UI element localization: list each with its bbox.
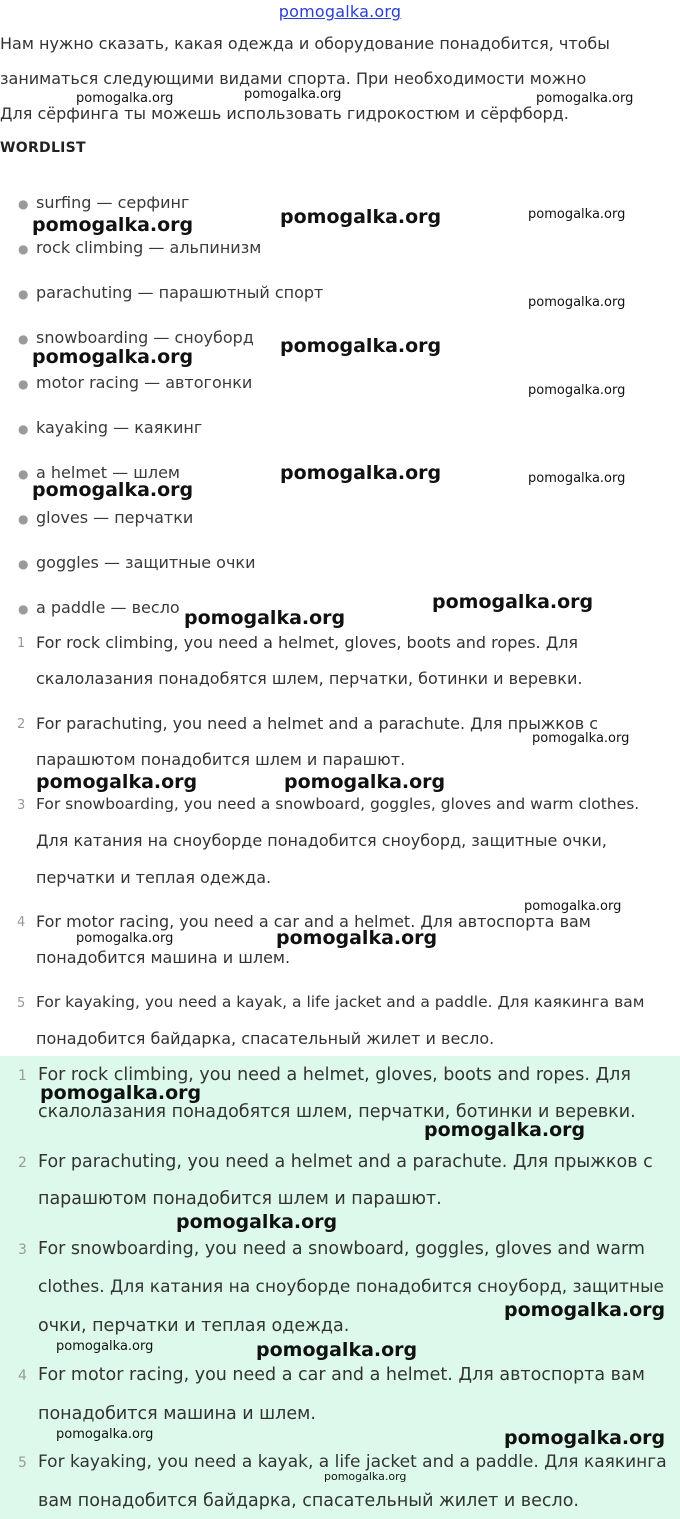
wordlist-heading: WORDLIST: [0, 140, 86, 156]
bullet-icon: ●: [18, 332, 29, 346]
answer-number: 2: [17, 717, 26, 732]
wordlist-item: ● surfing — серфинг: [18, 193, 190, 212]
watermark: pomogalka.org: [276, 927, 438, 949]
answer-line: понадобится машина и шлем.: [36, 948, 291, 967]
wordlist-item: ● snowboarding — сноуборд: [18, 328, 254, 347]
answer-line: clothes. Для катания на сноуборде понадобится сноуборд, защитные: [38, 1277, 664, 1297]
watermark: pomogalka.org: [32, 214, 194, 236]
watermark: pomogalka.org: [528, 471, 626, 486]
answer-line: парашютом понадобится шлем и парашют.: [38, 1189, 442, 1209]
answer-line: For parachuting, you need a helmet and a parachute. Для прыжков с: [38, 1152, 653, 1172]
watermark: pomogalka.org: [284, 771, 446, 793]
answer-line: For motor racing, you need a car and a helmet. Для автоспорта вам: [38, 1365, 645, 1385]
wordlist-item: ● motor racing — автогонки: [18, 373, 253, 392]
watermark: pomogalka.org: [36, 771, 198, 793]
answer-number: 4: [17, 915, 26, 930]
watermark: pomogalka.org: [280, 335, 442, 357]
watermark: pomogalka.org: [184, 607, 346, 629]
watermark: pomogalka.org: [56, 1339, 154, 1354]
answer-line: For kayaking, you need a kayak, a life jacket and a paddle. Для каякинга вам: [36, 993, 645, 1011]
answer-line: For motor racing, you need a car and a helmet. Для автоспорта вам: [36, 912, 591, 931]
answer-number: 1: [17, 636, 26, 651]
bullet-icon: ●: [18, 197, 29, 211]
watermark: pomogalka.org: [532, 731, 630, 746]
answer-line: парашютом понадобится шлем и парашют.: [36, 750, 406, 769]
watermark: pomogalka.org: [524, 899, 622, 914]
answer-line: For snowboarding, you need a snowboard, goggles, gloves and warm: [38, 1239, 645, 1259]
answer-line: скалолазания понадобятся шлем, перчатки, ботинки и веревки.: [38, 1102, 636, 1122]
wordlist-item: ● kayaking — каякинг: [18, 418, 203, 437]
wordlist-item: ● goggles — защитные очки: [18, 553, 256, 572]
watermark: pomogalka.org: [324, 1470, 407, 1483]
answer-line: Для катания на сноуборде понадобится сноуборд, защитные очки,: [36, 831, 607, 850]
watermark: pomogalka.org: [528, 295, 626, 310]
watermark: pomogalka.org: [528, 207, 626, 222]
watermark: pomogalka.org: [280, 206, 442, 228]
answer-number: 1: [18, 1068, 27, 1084]
bullet-icon: ●: [18, 377, 29, 391]
wordlist-item: ● rock climbing — альпинизм: [18, 238, 262, 257]
answer-number: 5: [17, 996, 26, 1011]
watermark: pomogalka.org: [76, 931, 174, 946]
answer-number: 4: [18, 1368, 27, 1384]
watermark: pomogalka.org: [432, 591, 594, 613]
answer-line: очки, перчатки и теплая одежда.: [38, 1316, 350, 1336]
bullet-icon: ●: [18, 512, 29, 526]
bullet-icon: ●: [18, 602, 29, 616]
answer-line: For rock climbing, you need a helmet, gloves, boots and ropes. Для: [36, 633, 579, 652]
intro-line-1: Нам нужно сказать, какая одежда и оборудование понадобится, чтобы: [0, 34, 610, 53]
answer-number: 5: [18, 1455, 27, 1471]
bullet-icon: ●: [18, 467, 29, 481]
intro-line-2: заниматься следующими видами спорта. При необходимости можно: [0, 69, 587, 88]
watermark: pomogalka.org: [280, 462, 442, 484]
watermark: pomogalka.org: [56, 1427, 154, 1442]
watermark: pomogalka.org: [536, 91, 634, 106]
intro-line-3: Для сёрфинга ты можешь использовать гидрокостюм и сёрфборд.: [0, 104, 569, 123]
answer-line: For rock climbing, you need a helmet, gloves, boots and ropes. Для: [38, 1065, 631, 1085]
watermark: pomogalka.org: [76, 91, 174, 106]
wordlist-item: ● parachuting — парашютный спорт: [18, 283, 324, 302]
answer-line: For snowboarding, you need a snowboard, goggles, gloves and warm clothes.: [36, 795, 640, 813]
wordlist-item: ● gloves — перчатки: [18, 508, 194, 527]
answer-line: вам понадобится байдарка, спасательный жилет и весло.: [38, 1491, 579, 1511]
wordlist-item: ● a paddle — весло: [18, 598, 180, 617]
watermark: pomogalka.org: [32, 479, 194, 501]
watermark: pomogalka.org: [504, 1299, 666, 1321]
answer-line: For kayaking, you need a kayak, a life jacket and a paddle. Для каякинга: [38, 1452, 667, 1472]
answer-line: понадобится машина и шлем.: [38, 1404, 316, 1424]
watermark: pomogalka.org: [504, 1427, 666, 1449]
wordlist-item: ● a helmet — шлем: [18, 463, 180, 482]
bullet-icon: ●: [18, 287, 29, 301]
answer-line: скалолазания понадобятся шлем, перчатки, ботинки и веревки.: [36, 669, 583, 688]
answer-line: перчатки и теплая одежда.: [36, 868, 272, 887]
watermark: pomogalka.org: [528, 383, 626, 398]
bullet-icon: ●: [18, 557, 29, 571]
watermark: pomogalka.org: [424, 1119, 586, 1141]
site-link[interactable]: pomogalka.org: [278, 2, 402, 21]
answer-line: For parachuting, you need a helmet and a parachute. Для прыжков с: [36, 714, 599, 733]
bullet-icon: ●: [18, 242, 29, 256]
answer-number: 2: [18, 1155, 27, 1171]
answer-number: 3: [18, 1242, 27, 1258]
answer-number: 3: [17, 798, 26, 813]
answer-line: понадобится байдарка, спасательный жилет и весло.: [36, 1029, 495, 1048]
watermark: pomogalka.org: [244, 87, 342, 102]
bullet-icon: ●: [18, 422, 29, 436]
watermark: pomogalka.org: [40, 1082, 202, 1104]
watermark: pomogalka.org: [256, 1339, 418, 1361]
watermark: pomogalka.org: [32, 346, 194, 368]
watermark: pomogalka.org: [176, 1211, 338, 1233]
